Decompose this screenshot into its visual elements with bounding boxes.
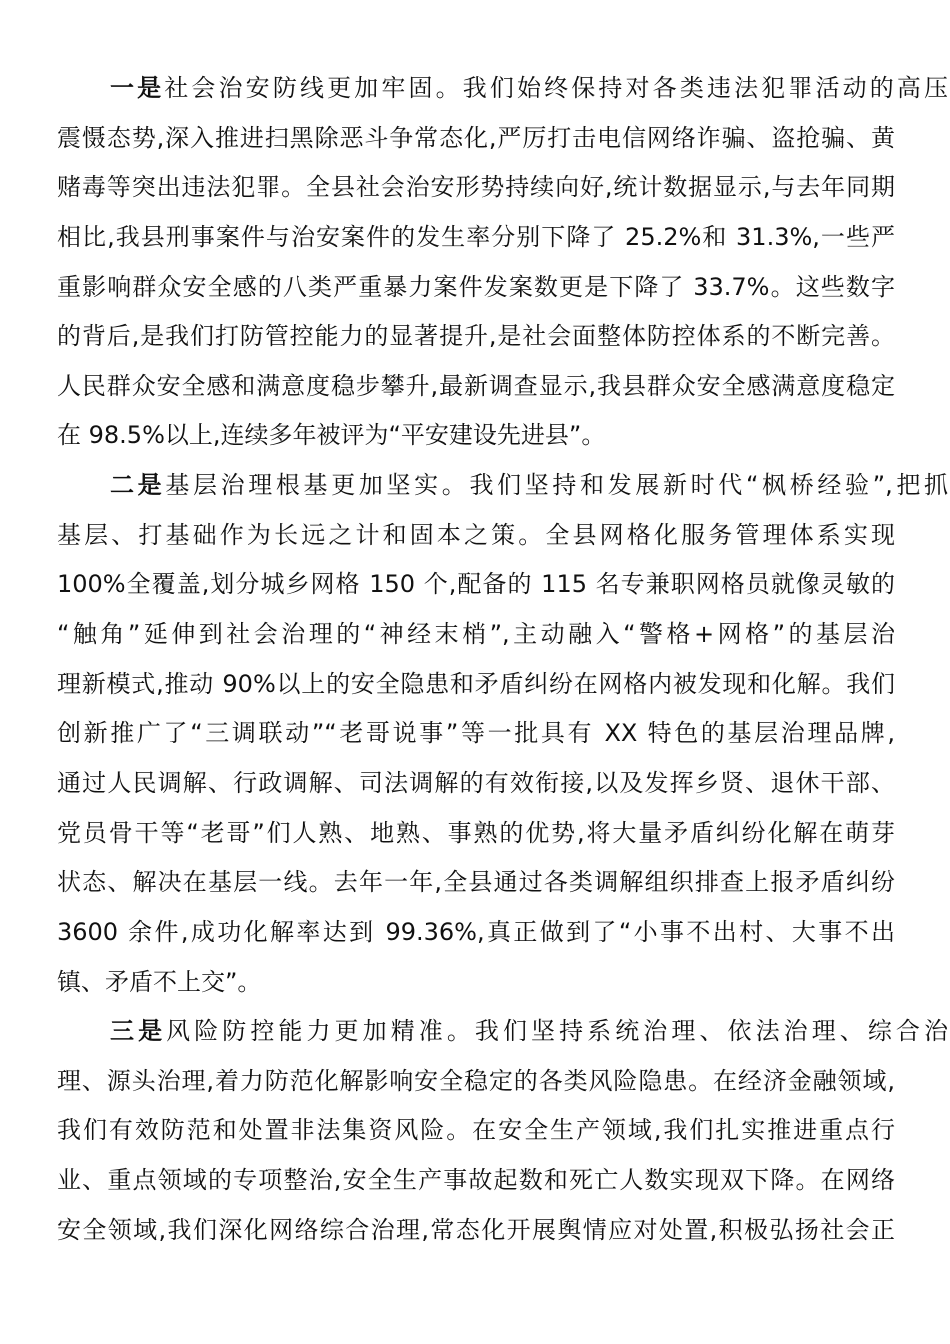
text-line: 赌毒等突出违法犯罪。全县社会治安形势持续向好,统计数据显示,与去年同期 [57, 173, 895, 202]
text-line: 业、重点领域的专项整治,安全生产事故起数和死亡人数实现双下降。在网络 [57, 1166, 895, 1195]
line-text: 风险防控能力更加精准。我们坚持系统治理、依法治理、综合治 [166, 1017, 949, 1046]
paragraph-lead: 二是 [110, 471, 166, 500]
text-line: 3600 余件,成功化解率达到 99.36%,真正做到了“小事不出村、大事不出 [57, 917, 895, 946]
paragraph-1-social-security [57, 64, 949, 461]
text-line [57, 64, 948, 114]
line-text: 基层治理根基更加坚实。我们坚持和发展新时代“枫桥经验”,把抓 [165, 471, 949, 500]
text-line [57, 1007, 948, 1057]
text-line: 创新推广了“三调联动”“老哥说事”等一批具有 XX 特色的基层治理品牌, [57, 719, 895, 748]
text-line: 重影响群众安全感的八类严重暴力案件发案数更是下降了 33.7%。这些数字 [57, 272, 895, 301]
text-line: 震慑态势,深入推进扫黑除恶斗争常态化,严厉打击电信网络诈骗、盗抢骗、黄 [57, 123, 895, 152]
text-line: 基层、打基础作为长远之计和固本之策。全县网格化服务管理体系实现 [57, 520, 895, 549]
text-line: 理、源头治理,着力防范化解影响安全稳定的各类风险隐患。在经济金融领域, [57, 1066, 895, 1095]
text-line: 理新模式,推动 90%以上的安全隐患和矛盾纠纷在网格内被发现和化解。我们 [57, 669, 895, 698]
text-line: 党员骨干等“老哥”们人熟、地熟、事熟的优势,将大量矛盾纠纷化解在萌芽 [57, 818, 895, 847]
text-line: 状态、解决在基层一线。去年一年,全县通过各类调解组织排查上报矛盾纠纷 [57, 868, 895, 897]
line-text: 社会治安防线更加牢固。我们始终保持对各类违法犯罪活动的高压 [164, 74, 949, 102]
text-line: 相比,我县刑事案件与治安案件的发生率分别下降了 25.2%和 31.3%,一些严 [57, 222, 895, 251]
text-line: 安全领域,我们深化网络综合治理,常态化开展舆情应对处置,积极弘扬社会正 [57, 1215, 895, 1244]
text-line: 通过人民调解、行政调解、司法调解的有效衔接,以及发挥乡贤、退休干部、 [57, 768, 895, 797]
paragraph-lead: 一是 [110, 74, 165, 102]
document-page [57, 64, 949, 1255]
paragraph-3-risk-prevention [57, 1007, 949, 1255]
text-line: 的背后,是我们打防管控能力的显著提升,是社会面整体防控体系的不断完善。 [57, 322, 895, 351]
paragraph-2-grassroots-governance [57, 461, 949, 1007]
text-line: “触角”延伸到社会治理的“神经末梢”,主动融入“警格+网格”的基层治 [57, 620, 895, 649]
text-line: 镇、矛盾不上交”。 [57, 967, 262, 996]
text-line: 在 98.5%以上,连续多年被评为“平安建设先进县”。 [57, 421, 606, 450]
paragraph-lead: 三是 [110, 1017, 167, 1046]
text-line: 人民群众安全感和满意度稳步攀升,最新调查显示,我县群众安全感满意度稳定 [57, 371, 895, 400]
text-line [57, 461, 948, 511]
text-line: 我们有效防范和处置非法集资风险。在安全生产领域,我们扎实推进重点行 [57, 1116, 895, 1145]
text-line: 100%全覆盖,划分城乡网格 150 个,配备的 115 名专兼职网格员就像灵敏的 [57, 570, 895, 599]
